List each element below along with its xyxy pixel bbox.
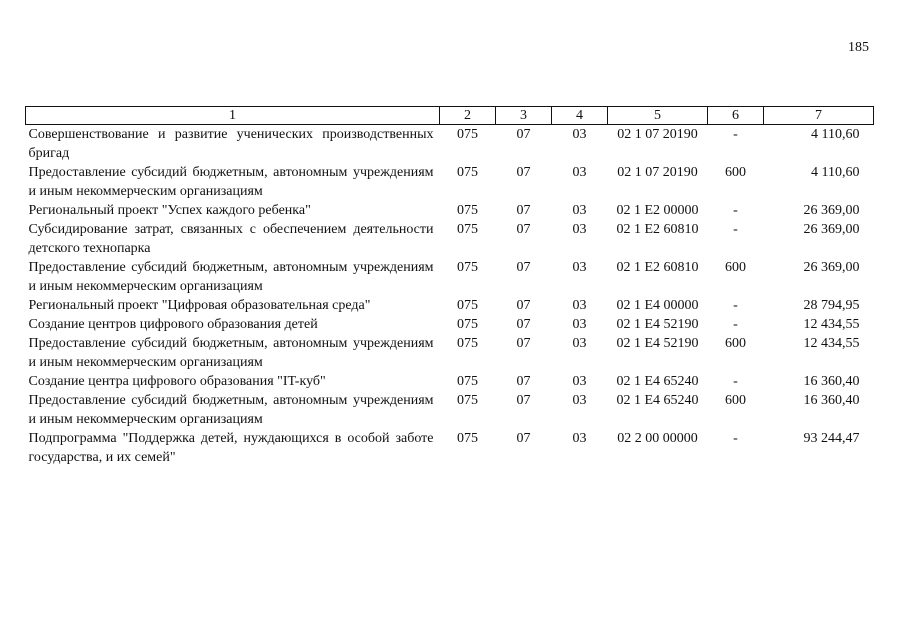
column-header: 7 — [764, 107, 874, 125]
row-target-article: 02 1 E4 52190 — [616, 317, 699, 332]
page-number: 185 — [848, 40, 869, 55]
row-section-code: 07 — [516, 203, 531, 218]
table-row — [26, 372, 874, 391]
row-ministry-code: 075 — [457, 127, 478, 142]
row-description: Создание центра цифрового образования "IT-куб" — [28, 374, 326, 389]
row-section-code: 07 — [516, 260, 531, 275]
row-target-article: 02 1 E2 00000 — [616, 203, 699, 218]
column-header: 3 — [496, 107, 552, 125]
row-amount: 4 110,60 — [811, 165, 860, 180]
row-description: Региональный проект "Цифровая образовательная среда" — [28, 298, 371, 313]
row-description: Подпрограмма "Поддержка детей, нуждающихся в особой заботе государства, и их семей" — [28, 431, 434, 465]
row-expense-type: - — [733, 222, 738, 237]
row-section-code: 07 — [516, 298, 531, 313]
row-subsection-code: 03 — [572, 336, 587, 351]
row-description: Предоставление субсидий бюджетным, автономным учреждениям и иным некоммерческим организациям — [28, 165, 434, 199]
row-expense-type: 600 — [725, 336, 746, 351]
row-expense-type: 600 — [725, 165, 746, 180]
row-expense-type: 600 — [725, 260, 746, 275]
table-row — [26, 315, 874, 334]
row-section-code: 07 — [516, 374, 531, 389]
row-ministry-code: 075 — [457, 374, 478, 389]
row-target-article: 02 2 00 00000 — [617, 431, 698, 446]
row-expense-type: 600 — [725, 393, 746, 408]
row-amount: 26 369,00 — [803, 222, 860, 237]
row-subsection-code: 03 — [572, 203, 587, 218]
row-section-code: 07 — [516, 222, 531, 237]
row-expense-type: - — [733, 298, 738, 313]
row-target-article: 02 1 E4 00000 — [616, 298, 699, 313]
row-target-article: 02 1 E2 60810 — [616, 222, 699, 237]
row-expense-type: - — [733, 317, 738, 332]
row-subsection-code: 03 — [572, 298, 587, 313]
column-header: 1 — [26, 107, 440, 125]
row-amount: 28 794,95 — [803, 298, 860, 313]
row-expense-type: - — [733, 431, 738, 446]
column-header: 2 — [440, 107, 496, 125]
row-amount: 16 360,40 — [803, 393, 860, 408]
row-amount: 4 110,60 — [811, 127, 860, 142]
row-subsection-code: 03 — [572, 260, 587, 275]
row-ministry-code: 075 — [457, 260, 478, 275]
table-row — [26, 429, 874, 467]
row-ministry-code: 075 — [457, 336, 478, 351]
table-row — [26, 391, 874, 429]
table-header-row — [26, 107, 874, 125]
column-header: 5 — [608, 107, 708, 125]
row-expense-type: - — [733, 203, 738, 218]
row-section-code: 07 — [516, 431, 531, 446]
row-subsection-code: 03 — [572, 127, 587, 142]
row-target-article: 02 1 E4 65240 — [616, 374, 699, 389]
row-ministry-code: 075 — [457, 203, 478, 218]
row-target-article: 02 1 E2 60810 — [616, 260, 699, 275]
row-amount: 12 434,55 — [803, 317, 860, 332]
row-target-article: 02 1 07 20190 — [617, 127, 698, 142]
row-ministry-code: 075 — [457, 298, 478, 313]
row-section-code: 07 — [516, 165, 531, 180]
budget-table — [25, 106, 874, 467]
row-target-article: 02 1 07 20190 — [617, 165, 698, 180]
row-subsection-code: 03 — [572, 222, 587, 237]
row-description: Создание центров цифрового образования детей — [28, 317, 318, 332]
row-section-code: 07 — [516, 336, 531, 351]
table-row — [26, 163, 874, 201]
row-description: Субсидирование затрат, связанных с обеспечением деятельности детского технопарка — [28, 222, 434, 256]
column-header: 4 — [552, 107, 608, 125]
row-ministry-code: 075 — [457, 393, 478, 408]
row-subsection-code: 03 — [572, 393, 587, 408]
row-amount: 93 244,47 — [803, 431, 860, 446]
column-header: 6 — [708, 107, 764, 125]
table-row — [26, 220, 874, 258]
row-amount: 26 369,00 — [803, 260, 860, 275]
row-expense-type: - — [733, 127, 738, 142]
row-subsection-code: 03 — [572, 317, 587, 332]
table-row — [26, 125, 874, 164]
row-ministry-code: 075 — [457, 317, 478, 332]
row-amount: 16 360,40 — [803, 374, 860, 389]
row-ministry-code: 075 — [457, 431, 478, 446]
table-row — [26, 201, 874, 220]
row-target-article: 02 1 E4 52190 — [616, 336, 699, 351]
table-row — [26, 296, 874, 315]
row-section-code: 07 — [516, 393, 531, 408]
row-description: Совершенствование и развитие ученических производственных бригад — [28, 127, 434, 161]
row-description: Предоставление субсидий бюджетным, автономным учреждениям и иным некоммерческим организациям — [28, 260, 434, 294]
row-amount: 26 369,00 — [803, 203, 860, 218]
row-amount: 12 434,55 — [803, 336, 860, 351]
table-row — [26, 334, 874, 372]
row-subsection-code: 03 — [572, 431, 587, 446]
row-ministry-code: 075 — [457, 222, 478, 237]
table-row — [26, 258, 874, 296]
row-subsection-code: 03 — [572, 165, 587, 180]
row-expense-type: - — [733, 374, 738, 389]
row-description: Региональный проект "Успех каждого ребенка" — [28, 203, 311, 218]
row-ministry-code: 075 — [457, 165, 478, 180]
row-target-article: 02 1 E4 65240 — [616, 393, 699, 408]
row-section-code: 07 — [516, 317, 531, 332]
row-section-code: 07 — [516, 127, 531, 142]
row-description: Предоставление субсидий бюджетным, автономным учреждениям и иным некоммерческим организациям — [28, 393, 434, 427]
row-subsection-code: 03 — [572, 374, 587, 389]
row-description: Предоставление субсидий бюджетным, автономным учреждениям и иным некоммерческим организациям — [28, 336, 434, 370]
